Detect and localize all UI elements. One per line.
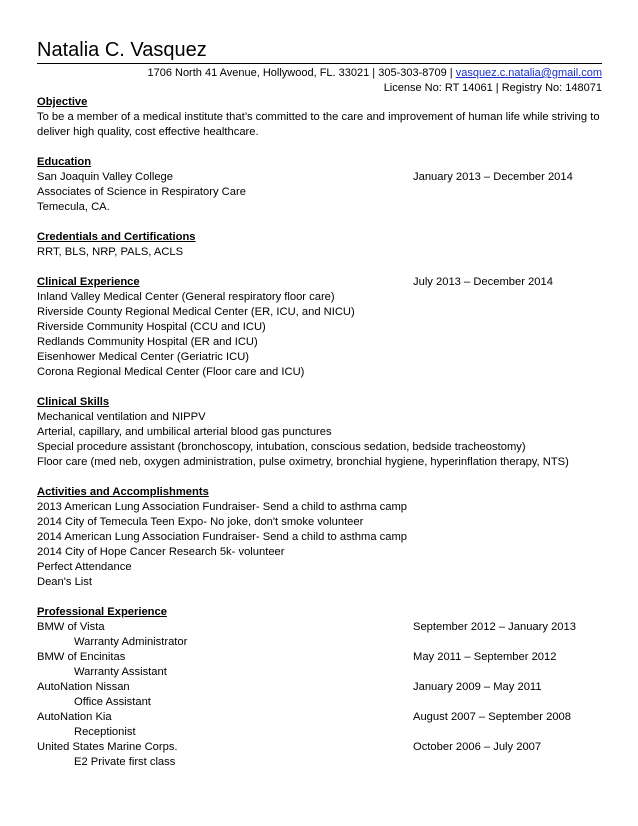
employer: AutoNation Kia bbox=[37, 711, 112, 723]
education-section bbox=[37, 155, 607, 215]
address-phone-text: 1706 North 41 Avenue, Hollywood, FL. 33021 | 305-303-8709 | bbox=[147, 67, 456, 79]
credentials-list: RRT, BLS, NRP, PALS, ACLS bbox=[37, 246, 184, 258]
job-row bbox=[37, 740, 607, 755]
section-heading: Clinical Experience bbox=[37, 276, 140, 288]
license-line: License No: RT 14061 | Registry No: 148071 bbox=[383, 82, 602, 94]
list-item: Dean's List bbox=[37, 576, 92, 588]
resume-body bbox=[37, 95, 607, 785]
applicant-name: Natalia C. Vasquez bbox=[37, 39, 207, 61]
section-heading: Objective bbox=[37, 96, 88, 108]
job-title: E2 Private first class bbox=[74, 756, 176, 768]
professional-experience-section bbox=[37, 605, 607, 770]
list-item: 2014 American Lung Association Fundraiser- Send a child to asthma camp bbox=[37, 531, 408, 543]
school-name: San Joaquin Valley College bbox=[37, 171, 173, 183]
list-item: Redlands Community Hospital (ER and ICU) bbox=[37, 336, 258, 348]
list-item: Floor care (med neb, oxygen administration, pulse oximetry, bronchial hygiene, hyperinflation therapy, NTS) bbox=[37, 456, 569, 468]
list-item: 2013 American Lung Association Fundraiser- Send a child to asthma camp bbox=[37, 501, 408, 513]
job-dates: January 2009 – May 2011 bbox=[413, 681, 542, 693]
employer: BMW of Vista bbox=[37, 621, 105, 633]
contact-block bbox=[147, 66, 602, 96]
job-title: Warranty Administrator bbox=[74, 636, 188, 648]
objective-section bbox=[37, 95, 607, 140]
job-dates: August 2007 – September 2008 bbox=[413, 711, 571, 723]
list-item: Arterial, capillary, and umbilical arterial blood gas punctures bbox=[37, 426, 332, 438]
job-title: Warranty Assistant bbox=[74, 666, 167, 678]
clinical-experience-heading-row bbox=[37, 275, 607, 290]
education-row bbox=[37, 170, 607, 185]
employer: BMW of Encinitas bbox=[37, 651, 126, 663]
job-title: Office Assistant bbox=[74, 696, 151, 708]
address-line bbox=[147, 66, 602, 81]
list-item: Perfect Attendance bbox=[37, 561, 132, 573]
clinical-experience-dates: July 2013 – December 2014 bbox=[413, 276, 553, 288]
employer: AutoNation Nissan bbox=[37, 681, 130, 693]
list-item: Special procedure assistant (bronchoscopy, intubation, conscious sedation, bedside tracheostomy) bbox=[37, 441, 526, 453]
section-heading: Activities and Accomplishments bbox=[37, 486, 209, 498]
header-divider bbox=[37, 63, 602, 64]
job-row bbox=[37, 620, 607, 635]
job-row bbox=[37, 650, 607, 665]
education-dates: January 2013 – December 2014 bbox=[413, 171, 573, 183]
employer: United States Marine Corps. bbox=[37, 741, 178, 753]
section-heading: Clinical Skills bbox=[37, 396, 110, 408]
section-heading: Professional Experience bbox=[37, 606, 167, 618]
clinical-experience-section bbox=[37, 275, 607, 380]
section-heading: Education bbox=[37, 156, 92, 168]
list-item: Riverside Community Hospital (CCU and ICU) bbox=[37, 321, 266, 333]
objective-text: To be a member of a medical institute that’s committed to the care and improvement of human life while striving to deliver high quality, cost effective healthcare. bbox=[37, 111, 600, 138]
list-item: Mechanical ventilation and NIPPV bbox=[37, 411, 206, 423]
email-link[interactable]: vasquez.c.natalia@gmail.com bbox=[455, 67, 602, 79]
job-dates: September 2012 – January 2013 bbox=[413, 621, 576, 633]
credentials-section bbox=[37, 230, 607, 260]
job-dates: May 2011 – September 2012 bbox=[413, 651, 557, 663]
list-item: 2014 City of Temecula Teen Expo- No joke, don't smoke volunteer bbox=[37, 516, 364, 528]
school-location: Temecula, CA. bbox=[37, 201, 110, 213]
job-row bbox=[37, 680, 607, 695]
list-item: 2014 City of Hope Cancer Research 5k- volunteer bbox=[37, 546, 285, 558]
job-title: Receptionist bbox=[74, 726, 136, 738]
list-item: Inland Valley Medical Center (General respiratory floor care) bbox=[37, 291, 335, 303]
degree: Associates of Science in Respiratory Care bbox=[37, 186, 246, 198]
job-dates: October 2006 – July 2007 bbox=[413, 741, 542, 753]
list-item: Eisenhower Medical Center (Geriatric ICU) bbox=[37, 351, 250, 363]
activities-section bbox=[37, 485, 607, 590]
list-item: Riverside County Regional Medical Center (ER, ICU, and NICU) bbox=[37, 306, 355, 318]
section-heading: Credentials and Certifications bbox=[37, 231, 196, 243]
job-row bbox=[37, 710, 607, 725]
clinical-skills-section bbox=[37, 395, 607, 470]
list-item: Corona Regional Medical Center (Floor care and ICU) bbox=[37, 366, 305, 378]
